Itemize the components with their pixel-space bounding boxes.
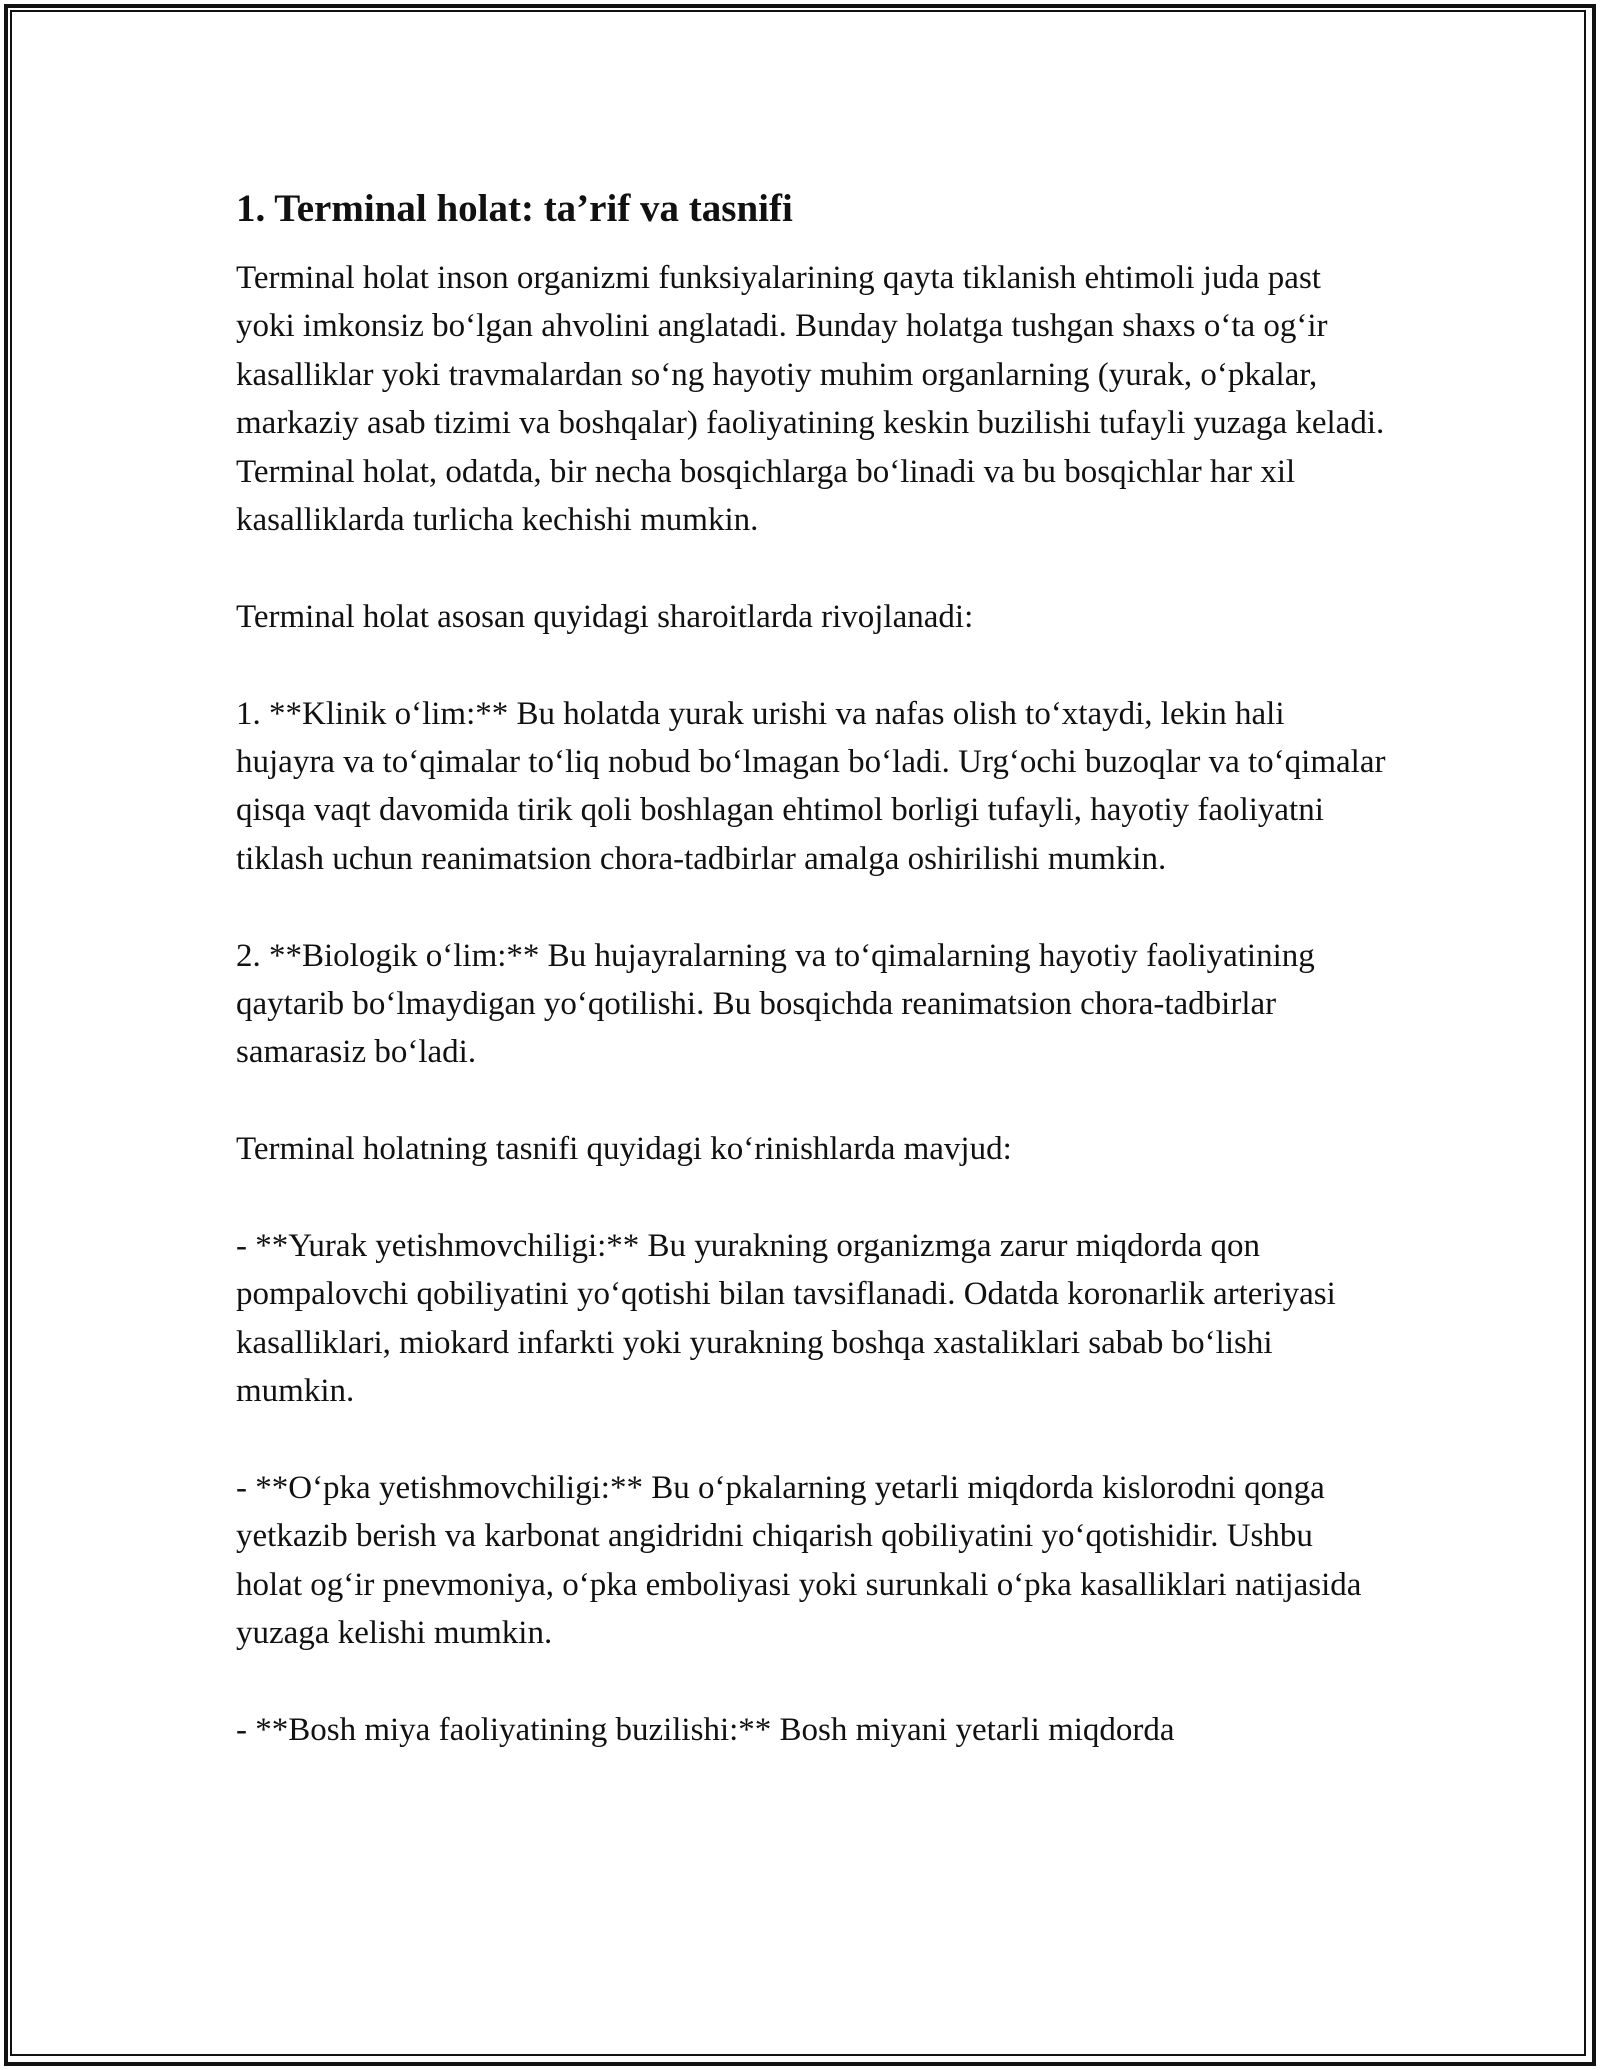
paragraph-lung-failure: - **Oʻpka yetishmovchiligi:** Bu oʻpkalarning yetarli miqdorda kislorodni qonga yetkazib berish va karbonat angidridni chiqarish qobiliyatini yoʻqotishidir. Ushbu holat ogʻir pnevmoniya, oʻpka emboliyasi yoki surunkali oʻpka kasalliklari natijasida yuzaga kelishi mumkin. [236,1470,1362,1652]
paragraph-clinical-death: 1. **Klinik oʻlim:** Bu holatda yurak urishi va nafas olish toʻxtaydi, lekin hali hujayra va toʻqimalar toʻliq nobud boʻlmagan boʻladi. Urgʻochi buzoqlar va toʻqimalar qisqa vaqt davomida tirik qoli boshlagan ehtimol borligi tufayli, hayotiy faoliyatni tiklash uchun reanimatsion chora-tadbirlar amalga oshirilishi mumkin. [236,695,1386,877]
paragraph-brain-dysfunction: - **Bosh miya faoliyatining buzilishi:** Bosh miyani yetarli miqdorda [236,1712,1175,1749]
paragraph-biological-death: 2. **Biologik oʻlim:** Bu hujayralarning va toʻqimalarning hayotiy faoliyatining qaytarib boʻlmaydigan yoʻqotilishi. Bu bosqichda reanimatsion chora-tadbirlar samarasiz boʻladi. [236,937,1315,1071]
paragraph-classification-intro: Terminal holatning tasnifi quyidagi koʻrinishlarda mavjud: [236,1131,1012,1168]
section-heading: 1. Terminal holat: ta’rif va tasnifi [236,187,793,230]
document-body [236,185,1386,1754]
paragraph-definition: Terminal holat inson organizmi funksiyalarining qayta tiklanish ehtimoli juda past yoki imkonsiz boʻlgan ahvolini anglatadi. Bunday holatga tushgan shaxs oʻta ogʻir kasalliklar yoki travmalardan soʻng hayotiy muhim organlarning (yurak, oʻpkalar, markaziy asab tizimi va boshqalar) faoliyatining keskin buzilishi tufayli yuzaga keladi. Terminal holat, odatda, bir necha bosqichlarga boʻlinadi va bu bosqichlar har xil kasalliklarda turlicha kechishi mumkin. [236,260,1385,539]
paragraph-heart-failure: - **Yurak yetishmovchiligi:** Bu yurakning organizmga zarur miqdorda qon pompalovchi qobiliyatini yoʻqotishi bilan tavsiflanadi. Odatda koronarlik arteriyasi kasalliklari, miokard infarkti yoki yurakning boshqa xastaliklari sabab boʻlishi mumkin. [236,1228,1336,1410]
paragraph-conditions-intro: Terminal holat asosan quyidagi sharoitlarda rivojlanadi: [236,598,974,635]
